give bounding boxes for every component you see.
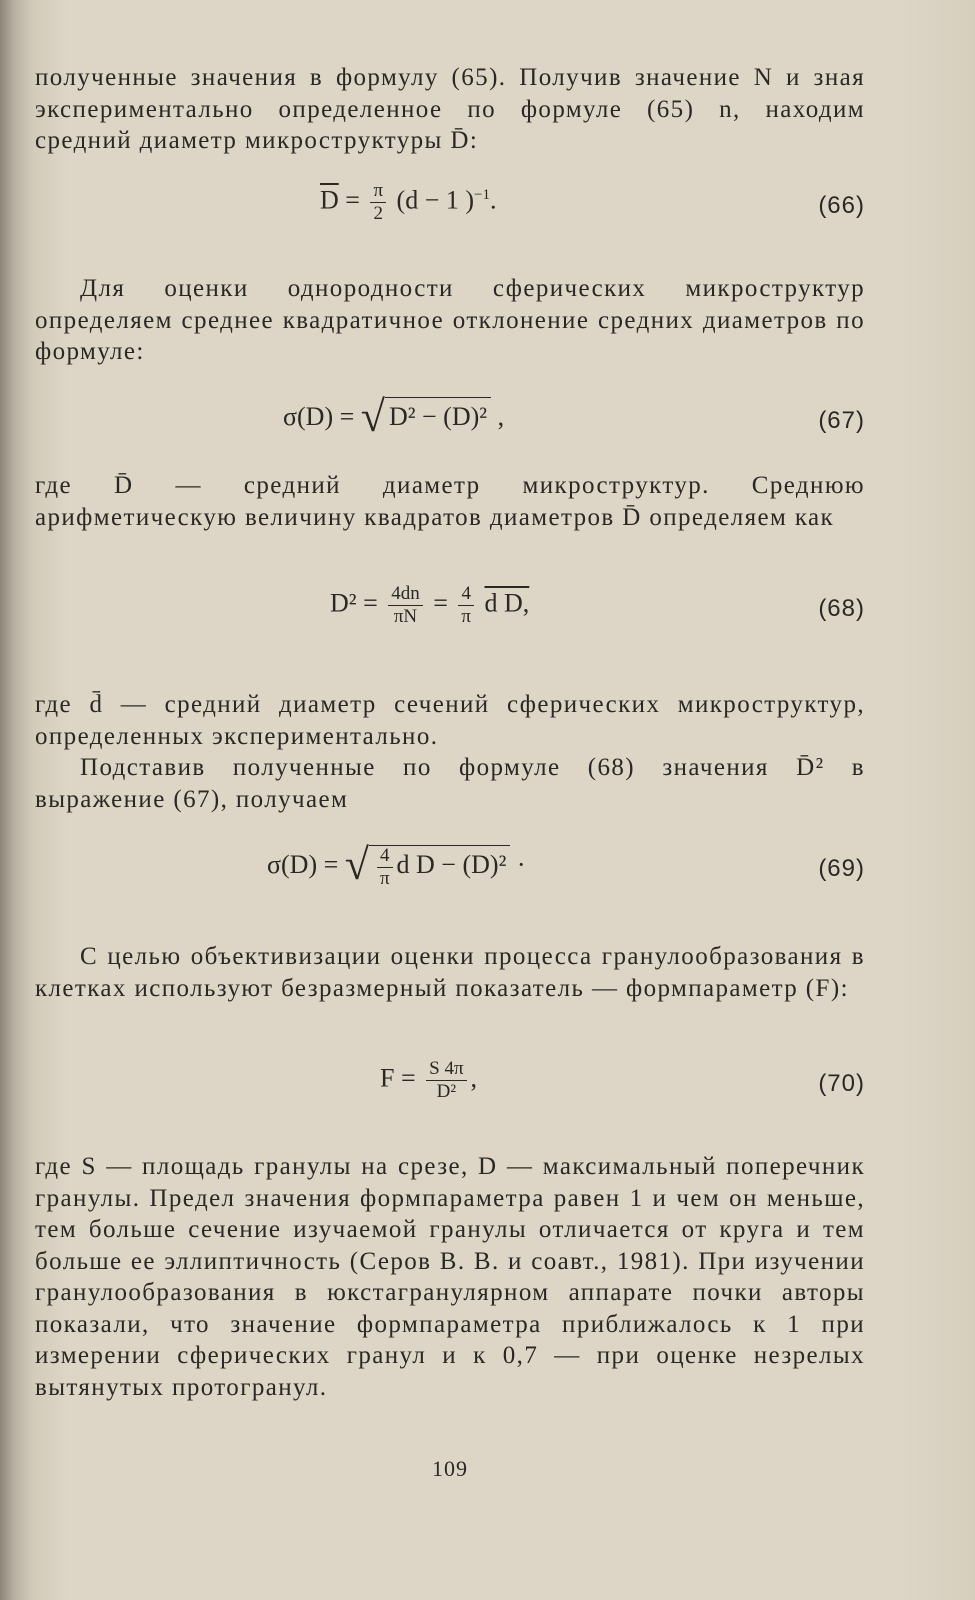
eq66-exponent: −1 bbox=[474, 186, 490, 203]
equation-70-expression bbox=[380, 1058, 477, 1103]
eq70-frac-den: D² bbox=[436, 1081, 457, 1102]
eq69-tail: · bbox=[516, 850, 526, 879]
paragraph-2 bbox=[35, 273, 865, 368]
eq68-rhs: d D, bbox=[484, 588, 530, 618]
eq66-frac-den: 2 bbox=[373, 203, 383, 224]
paragraph-4 bbox=[35, 689, 865, 752]
eq67-radicand: D² − (D)² bbox=[385, 397, 491, 431]
eq69-radicand bbox=[369, 844, 510, 889]
paragraph-7 bbox=[35, 1151, 865, 1403]
eq69-frac-den: π bbox=[379, 867, 390, 889]
eq69-fraction bbox=[377, 845, 393, 890]
equation-69 bbox=[35, 840, 865, 903]
equation-68-number: (68) bbox=[818, 595, 865, 622]
equation-67-expression bbox=[283, 392, 505, 441]
eq68-equals: = bbox=[433, 588, 448, 618]
eq66-frac-num: π bbox=[370, 180, 386, 203]
paragraph-4-text: где d̄ — средний диаметр сечений сферических микроструктур, определенных экспериментально. bbox=[35, 691, 865, 750]
equation-68 bbox=[35, 583, 865, 643]
paragraph-7-text: где S — площадь гранулы на срезе, D — максимальный поперечник гранулы. Предел значения формпараметра равен 1 и чем он меньше, тем больше сечение изучаемой гранулы отличается от круга и тем больше ее эллиптичность (Серов В. В. и соавт., 1981). При изучении гранулообразования в юкстагранулярном аппарате почки авторы показали, что значение формпараметра приближалось к 1 при измерении сферических гранул и к 0,7 — при оценке незрелых вытянутых протогранул. bbox=[35, 1153, 865, 1401]
equation-66-number: (66) bbox=[818, 192, 865, 219]
eq67-tail: , bbox=[497, 402, 505, 431]
paragraph-5 bbox=[35, 752, 865, 815]
eq69-frac-num: 4 bbox=[377, 845, 393, 868]
paragraph-3 bbox=[35, 470, 865, 533]
eq68-frac2-den: π bbox=[461, 606, 471, 627]
eq68-fraction-2 bbox=[458, 583, 474, 628]
paragraph-1-text: полученные значения в формулу (65). Получив значение N и зная экспериментально определенное по формуле (65) n, находим средний диаметр микроструктуры D̄: bbox=[35, 64, 865, 154]
paragraph-6-text: С целью объективизации оценки процесса гранулообразования в клетках используют безразмерный показатель — формпараметр (F): bbox=[35, 943, 865, 1002]
page-number: 109 bbox=[432, 1456, 468, 1481]
eq68-frac1-num: 4dn bbox=[388, 583, 423, 606]
eq67-lhs: σ(D) = bbox=[283, 402, 355, 431]
eq70-frac-num: S 4π bbox=[426, 1058, 466, 1081]
eq68-fraction-1 bbox=[388, 583, 423, 628]
eq68-lhs: D² = bbox=[330, 588, 378, 618]
eq66-equals: = bbox=[345, 185, 360, 215]
equation-68-expression bbox=[330, 583, 529, 628]
paragraph-2-text: Для оценки однородности сферических микроструктур определяем среднее квадратичное отклонение средних диаметров по формуле: bbox=[35, 275, 865, 365]
equation-70-number: (70) bbox=[818, 1070, 865, 1097]
paragraph-3-text: где D̄ — средний диаметр микроструктур. Среднюю арифметическую величину квадратов диаметров D̄ определяем как bbox=[35, 472, 865, 531]
equation-69-number: (69) bbox=[818, 855, 865, 882]
eq67-sqrt-sign: √ bbox=[360, 392, 385, 441]
eq69-radicand-rest: d D − (D)² bbox=[396, 850, 507, 879]
eq66-tail: . bbox=[490, 185, 497, 215]
paragraph-1 bbox=[35, 62, 865, 157]
equation-67-number: (67) bbox=[818, 407, 865, 434]
eq70-fraction bbox=[426, 1058, 466, 1103]
eq68-frac1-den: πN bbox=[393, 606, 418, 627]
eq66-fraction bbox=[370, 180, 386, 225]
equation-66 bbox=[35, 180, 865, 240]
paragraph-5-text: Подставив полученные по формуле (68) значения D̄² в выражение (67), получаем bbox=[35, 754, 865, 813]
eq70-tail: , bbox=[470, 1063, 478, 1093]
equation-69-expression bbox=[267, 840, 526, 890]
eq68-frac2-num: 4 bbox=[458, 583, 474, 606]
eq66-body: (d − 1 ) bbox=[396, 185, 475, 215]
eq69-sqrt-sign: √ bbox=[344, 840, 369, 889]
equation-66-expression bbox=[320, 180, 497, 225]
equation-67 bbox=[35, 392, 865, 455]
eq69-lhs: σ(D) = bbox=[267, 850, 339, 879]
paragraph-6 bbox=[35, 941, 865, 1004]
eq70-lhs: F = bbox=[380, 1063, 416, 1093]
equation-70 bbox=[35, 1058, 865, 1118]
eq66-lhs: $\overline{D}$ bbox=[320, 185, 339, 215]
